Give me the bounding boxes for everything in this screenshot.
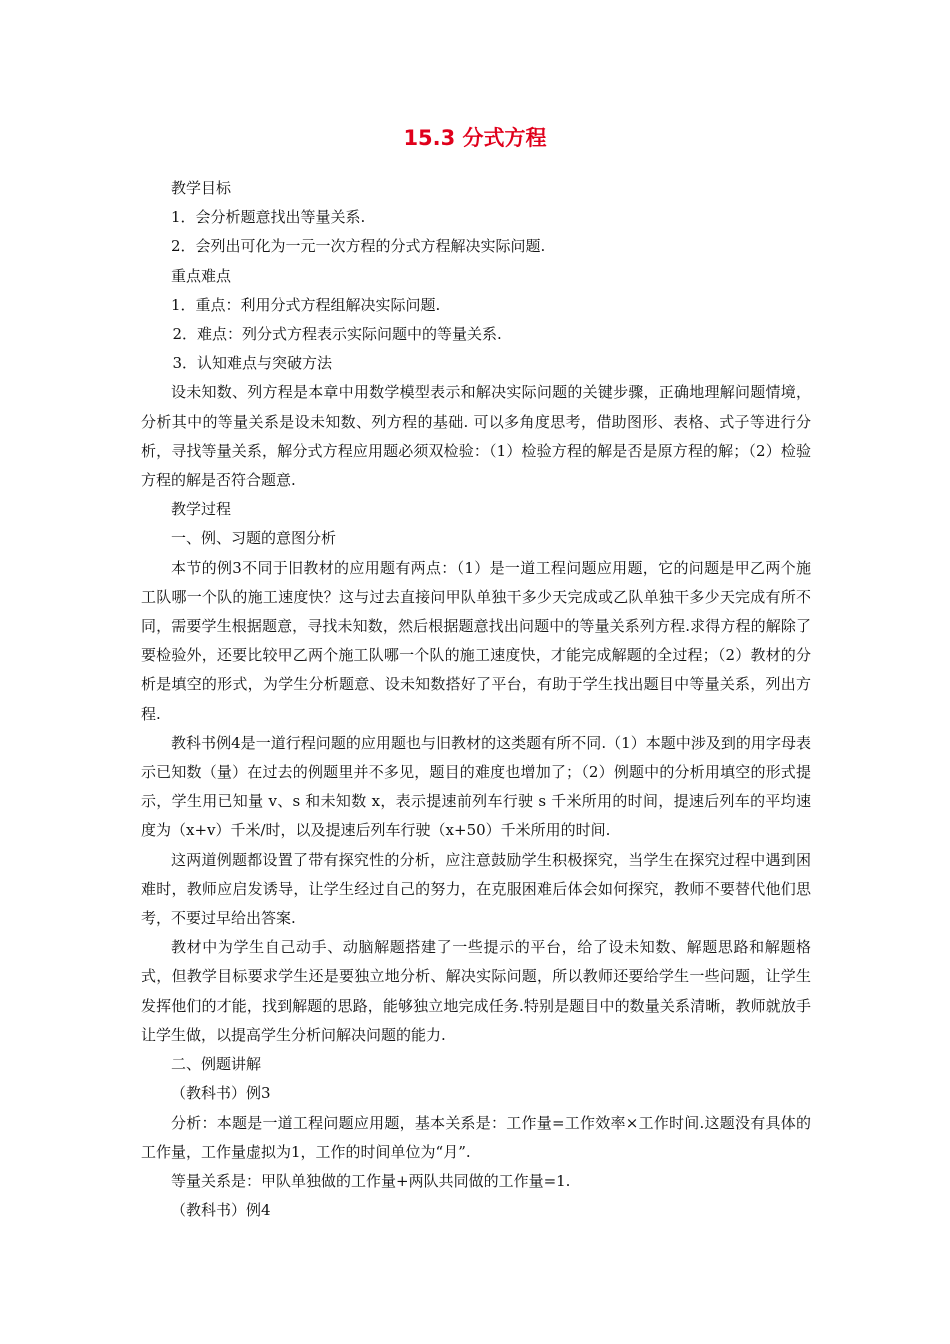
subsection-heading-examples: 二、例题讲解 xyxy=(171,1055,262,1074)
example-3-equation: 等量关系是：甲队单独做的工作量+两队共同做的工作量=1. xyxy=(171,1171,571,1190)
paragraph-example-3-analysis: 本节的例3不同于旧教材的应用题有两点：（1）是一道工程问题应用题，它的问题是甲乙两个施工队哪一个队的施工速度快？这与过去直接问甲队单独干多少天完成或乙队单独干多少天完成有所不同，需要学生根据题意，寻找未知数，然后根据题意找出问题中的等量关系列方程.求得方程的解除了要检验外，还要比较甲乙两个施工队哪一个队的施工速度快，才能完成解题的全过程；（2）教材的分析是填空的形式，为学生分析题意、设未知数搭好了平台，有助于学生找出题目中等量关系，列出方程. xyxy=(141,558,811,723)
example-4-label: （教科书）例4 xyxy=(171,1201,271,1220)
example-3-label: （教科书）例3 xyxy=(171,1084,271,1103)
objective-item-1: 1．会分析题意找出等量关系. xyxy=(171,208,366,227)
section-heading-key-points: 重点难点 xyxy=(171,266,232,285)
key-point-item-1: 1．重点：利用分式方程组解决实际问题. xyxy=(171,295,441,314)
paragraph-exploration: 这两道例题都设置了带有探究性的分析，应注意鼓励学生积极探究，当学生在探究过程中遇到困难时，教师应启发诱导，让学生经过自己的努力，在克服困难后体会如何探究，教师不要替代他们思考，不要过早给出答案. xyxy=(141,850,811,928)
key-point-item-2: 2．难点：列分式方程表示实际问题中的等量关系. xyxy=(172,325,502,344)
example-3-analysis: 分析：本题是一道工程问题应用题，基本关系是：工作量=工作效率×工作时间.这题没有具体的工作量，工作量虚拟为1，工作的时间单位为“月”. xyxy=(141,1113,811,1161)
objective-item-2: 2．会列出可化为一元一次方程的分式方程解决实际问题. xyxy=(171,237,546,256)
paragraph-example-4-analysis: 教科书例4是一道行程问题的应用题也与旧教材的这类题有所不同.（1）本题中涉及到的用字母表示已知数（量）在过去的例题里并不多见，题目的难度也增加了；（2）例题中的分析用填空的形式提示，学生用已知量 v、s 和未知数 x，表示提速前列车行驶 s 千米所用的时间，提速后列车的平均速度为（x+v）千米/时，以及提速后列车行驶（x+50）千米所用的时间. xyxy=(141,733,811,840)
document-body xyxy=(141,174,811,1225)
key-point-item-3: 3．认知难点与突破方法 xyxy=(172,354,333,373)
paragraph-teaching-note: 教材中为学生自己动手、动脑解题搭建了一些提示的平台，给了设未知数、解题思路和解题格式，但教学目标要求学生还是要独立地分析、解决实际问题，所以教师还要给学生一些问题，让学生发挥他们的才能，找到解题的思路，能够独立地完成任务.特别是题目中的数量关系清晰，教师就放手让学生做，以提高学生分析问解决问题的能力. xyxy=(141,938,811,1044)
section-heading-objectives: 教学目标 xyxy=(171,179,232,197)
subsection-heading-analysis: 一、例、习题的意图分析 xyxy=(171,529,337,548)
paragraph-method: 设未知数、列方程是本章中用数学模型表示和解决实际问题的关键步骤，正确地理解问题情境，分析其中的等量关系是设未知数、列方程的基础. 可以多角度思考，借助图形、表格、式子等进行分析，寻找等量关系，解分式方程应用题必须双检验：（1）检验方程的解是否是原方程的解；（2）检验方程的解是否符合题意. xyxy=(141,383,811,490)
document-title: 15.3 分式方程 xyxy=(403,126,547,150)
section-heading-process: 教学过程 xyxy=(171,500,232,519)
